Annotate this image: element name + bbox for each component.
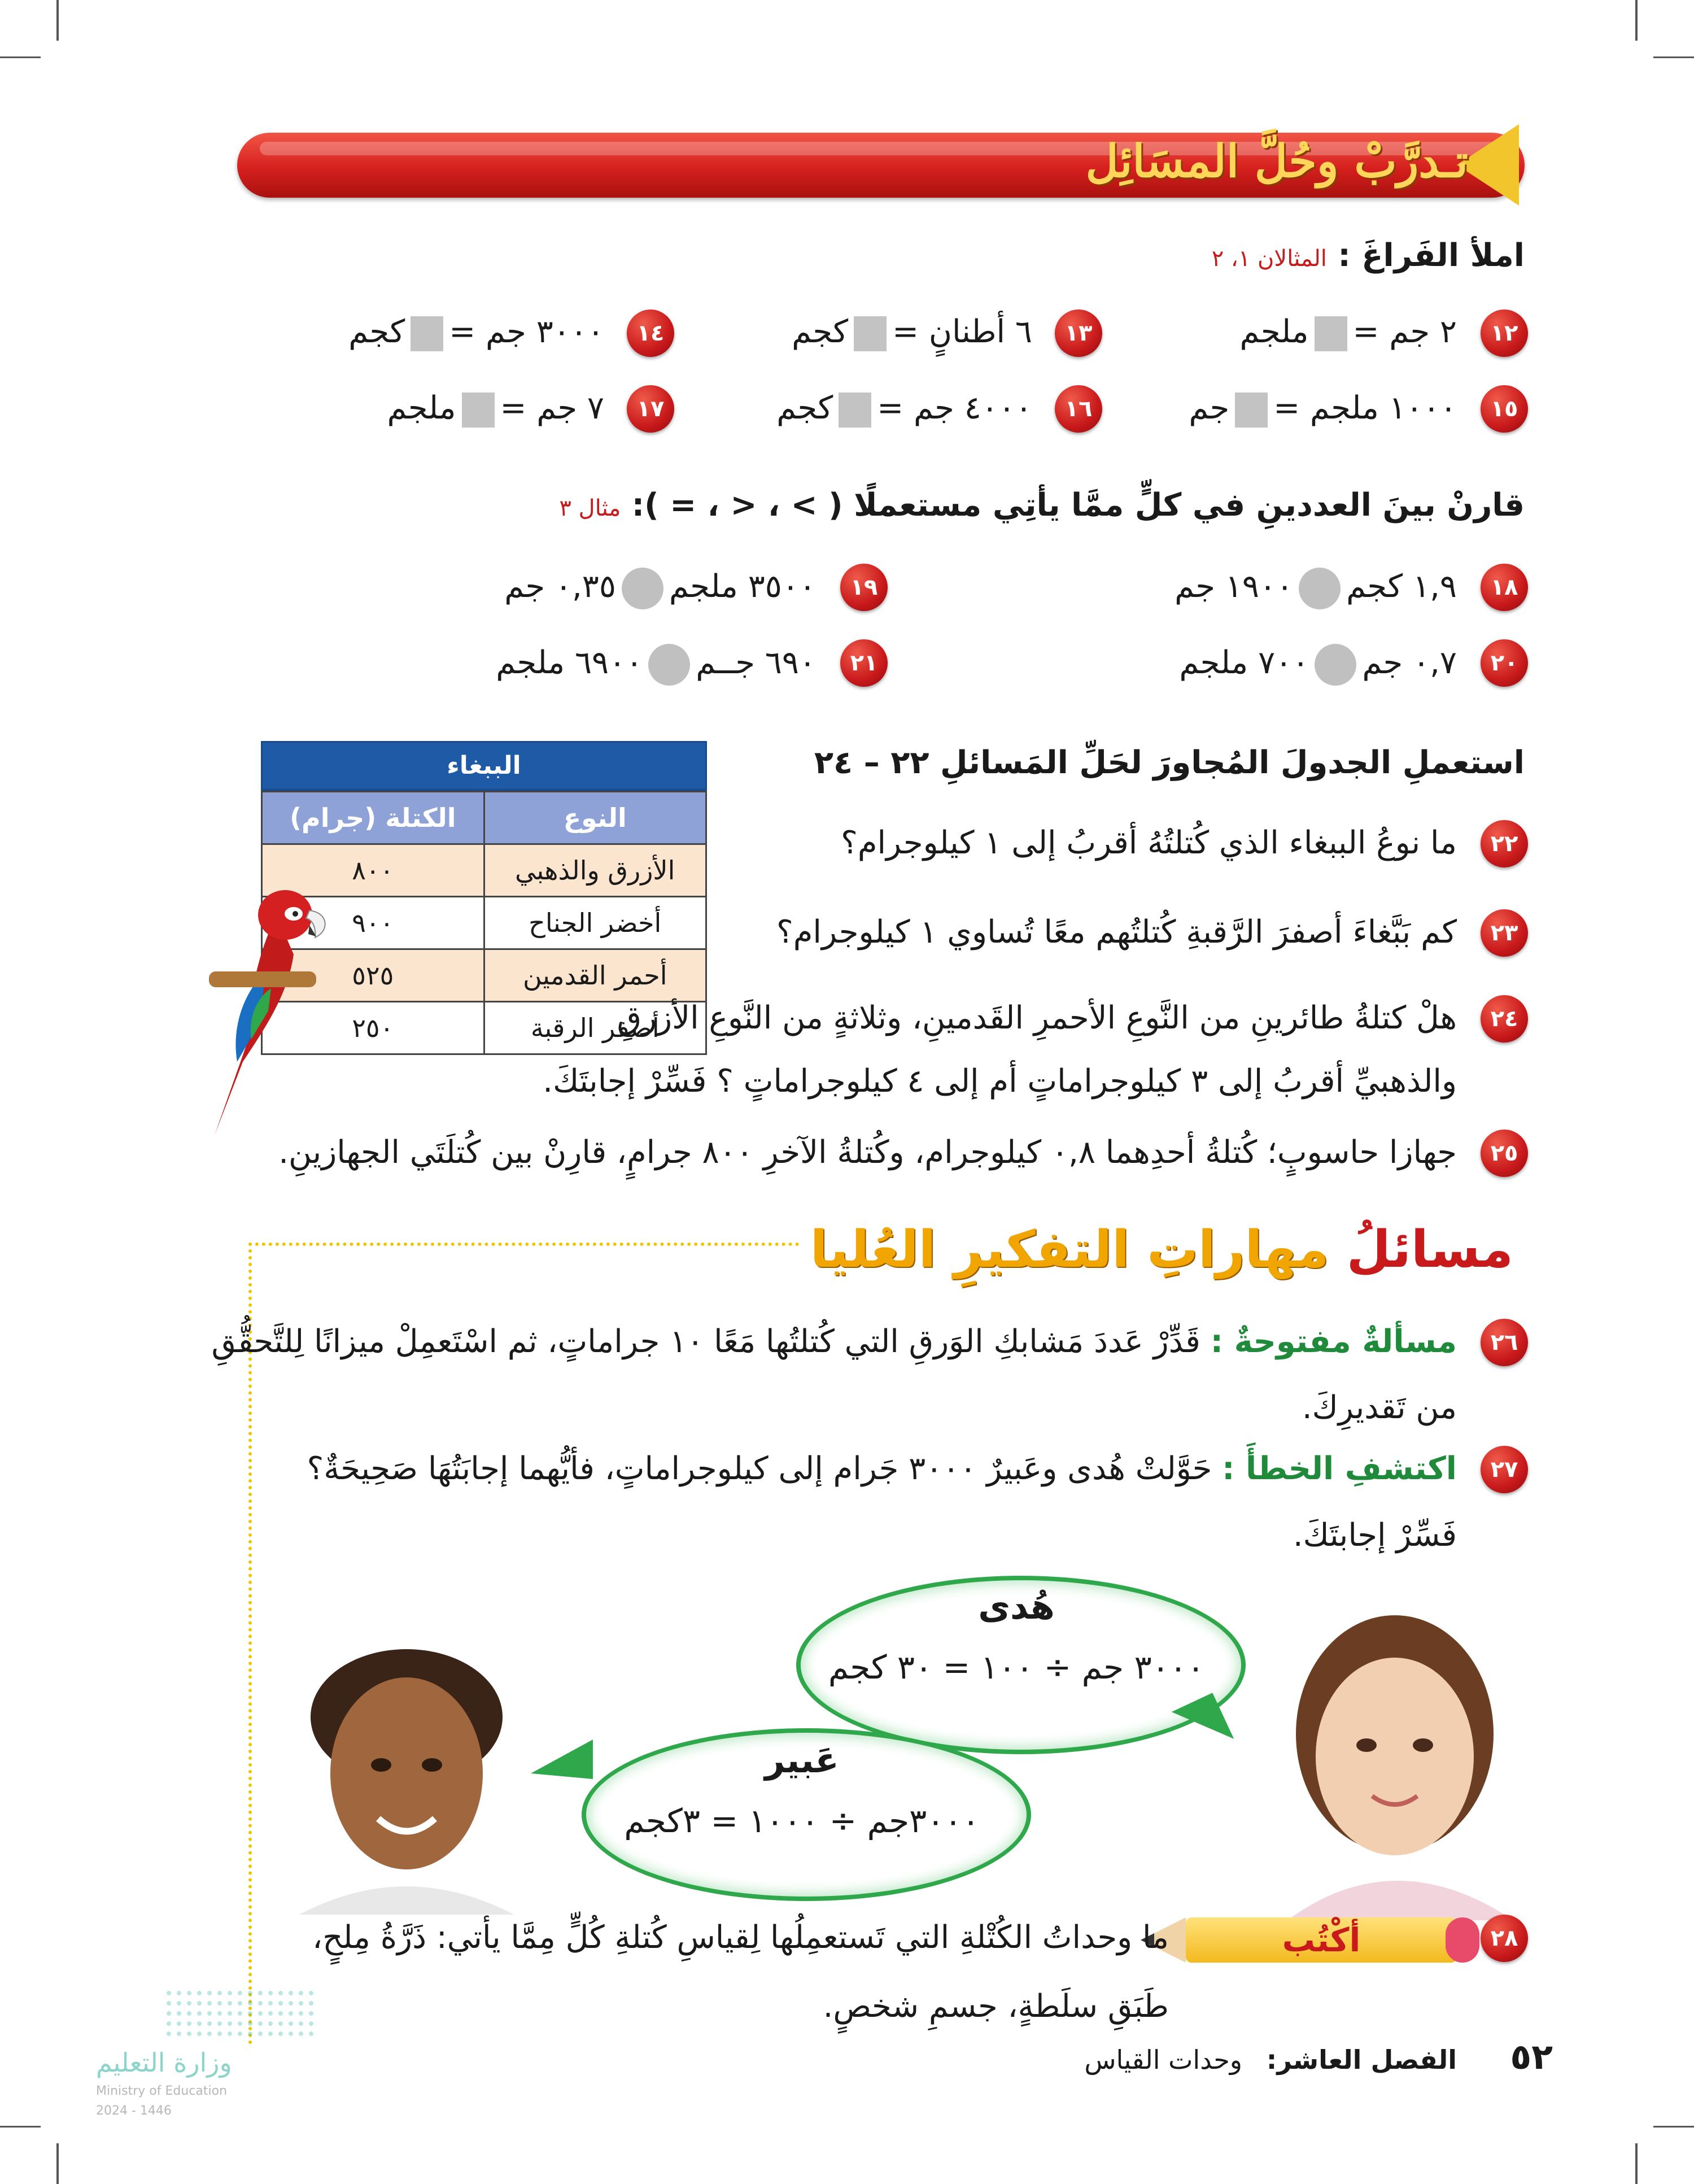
table-title: الببغاء [261, 741, 707, 791]
write-label: أكْتُب [1282, 1921, 1361, 1959]
question-number: ٢٠ [1481, 639, 1528, 687]
ministry-year: 2024 - 1446 [96, 2104, 172, 2118]
question-17: ٧ جم =ملجم [387, 390, 604, 426]
question-20: ٠,٧ جم٧٠٠ ملجم [1179, 644, 1457, 686]
question-number: ١٢ [1481, 309, 1528, 357]
huda-photo [1265, 1604, 1513, 1920]
question-27-line1: اكتشفِ الخطأَ : حَوَّلتْ هُدى وعَبيرٌ ٣٠٠٠ جَرام إلى كيلوجراماتٍ، فأيُّهما إجابَتُهَا صَحِيحَةٌ؟ [307, 1450, 1457, 1487]
table-row: أحمر القدمين ٥٢٥ [262, 949, 706, 1002]
pencil-icon [1186, 1917, 1457, 1963]
crop-mark [1653, 56, 1694, 58]
question-14: ٣٠٠٠ جم =كجم [348, 313, 604, 350]
question-number: ١٥ [1481, 385, 1528, 433]
compare-circle[interactable] [648, 644, 690, 686]
question-number: ١٣ [1055, 309, 1102, 357]
question-number: ١٤ [627, 309, 674, 357]
section1-heading [1212, 237, 1525, 274]
section2-heading [559, 487, 1525, 524]
question-22: ما نوعُ الببغاء الذي كُتلتُهُ أقربُ إلى ١ كيلوجرام؟ [841, 825, 1457, 861]
table-row: أخضر الجناح ٩٠٠ [262, 897, 706, 949]
question-number: ٢٧ [1481, 1446, 1528, 1493]
question-number: ١٦ [1055, 385, 1102, 433]
section1-ref: المثالان ١، ٢ [1211, 246, 1327, 272]
page-number: ٥٢ [1510, 2036, 1553, 2077]
question-15: ١٠٠٠ ملجم =جم [1189, 390, 1457, 426]
ministry-name: وزارة التعليم [96, 2047, 232, 2078]
chapter-title: وحدات القياس [1084, 2044, 1242, 2075]
question-28-line2: طَبَقِ سلَطةٍ، جسمِ شخصٍ. [823, 1988, 1169, 2025]
section2-ref: مثال ٣ [559, 495, 621, 521]
question-number: ٢٣ [1481, 909, 1528, 957]
question-21: ٦٩٠ جــم٦٩٠٠ ملجم [496, 644, 816, 686]
question-number: ٢٦ [1481, 1319, 1528, 1366]
chapter-label: الفصل العاشر: [1266, 2044, 1457, 2075]
crop-mark [1635, 0, 1638, 41]
question-25: جهازا حاسوبٍ؛ كُتلةُ أحدِهما ٠,٨ كيلوجرام، وكُتلةُ الآخرِ ٨٠٠ جرامٍ، قارِنْ بين كُتلَتَي الجهازينِ. [278, 1134, 1457, 1171]
crop-mark [1635, 2143, 1638, 2184]
answer-box[interactable] [411, 316, 443, 351]
parrot-illustration [181, 881, 339, 1141]
question-24-line1: هلْ كتلةُ طائرينِ من النَّوعِ الأحمرِ القَدمينِ، وثلاثةٍ من النَّوعِ الأزرقِ [617, 1000, 1457, 1036]
question-24-line2: والذهبيِّ أقربُ إلى ٣ كيلوجراماتٍ أم إلى ٤ كيلوجراماتٍ ؟ فَسِّرْ إجابتَكَ. [543, 1063, 1457, 1100]
question-19: ٣٥٠٠ ملجم٠,٣٥ جم [504, 568, 816, 609]
table-header: الكتلة (جرام) [262, 792, 484, 844]
abeer-calculation: ٣٠٠٠جم ÷ ١٠٠٠ = ٣كجم [624, 1802, 980, 1840]
question-number: ١٩ [840, 564, 888, 611]
answer-box[interactable] [1235, 393, 1268, 428]
banner-title: تـدرَّبْ وحُلَّ المسَائِل [1085, 134, 1468, 188]
question-number: ١٨ [1481, 564, 1528, 611]
abeer-name: عَبير [765, 1740, 839, 1781]
question-16: ٤٠٠٠ جم =كجم [776, 390, 1032, 426]
compare-circle[interactable] [622, 568, 663, 609]
ministry-name-en: Ministry of Education [96, 2084, 228, 2098]
table-row: الأزرق والذهبي ٨٠٠ [262, 844, 706, 897]
table-header: النوع [484, 792, 706, 844]
crop-mark [0, 56, 41, 58]
question-26-line1: مسألةٌ مفتوحةٌ : قَدِّرْ عَددَ مَشابكِ الوَرقِ التي كُتلتُها مَعًا ١٠ جراماتٍ، ثم اسْتَعمِلْ ميزانًا لِلتَّحقُّقِ [211, 1323, 1457, 1360]
crop-mark [56, 2143, 59, 2184]
question-number: ١٧ [627, 385, 674, 433]
question-number: ٢١ [840, 639, 888, 687]
section1-instruction: املأ الفَراغَ : [1338, 237, 1525, 274]
question-number: ٢٢ [1481, 820, 1528, 868]
question-27-line2: فَسِّرْ إجابتَكَ. [1293, 1517, 1457, 1554]
question-23: كم بَبَّغاءَ أصفرَ الرَّقبةِ كُتلتُهم معًا تُساوي ١ كيلوجرام؟ [776, 914, 1457, 951]
answer-box[interactable] [854, 316, 887, 351]
answer-box[interactable] [839, 393, 871, 428]
section2-instruction: قارنْ بينَ العددينِ في كلٍّ ممَّا يأتِي مستعملًا ( > ، < ، = ): [631, 487, 1525, 524]
compare-circle[interactable] [1315, 644, 1356, 686]
question-13: ٦ أطنانٍ =كجم [792, 313, 1032, 350]
huda-name: هُدى [978, 1586, 1055, 1627]
question-26-line2: من تَقديرِكَ. [1302, 1389, 1457, 1426]
table-row: أصفر الرقبة ٢٥٠ [262, 1002, 706, 1054]
hots-title: مسائلُ مهاراتِ التفكيرِ العُليا [799, 1220, 1525, 1279]
compare-circle[interactable] [1299, 568, 1341, 609]
abeer-photo [288, 1632, 525, 1915]
question-number: ٢٥ [1481, 1130, 1528, 1177]
question-18: ١,٩ كجم١٩٠٠ جم [1175, 568, 1457, 609]
crop-mark [1653, 2126, 1694, 2128]
crop-mark [56, 0, 59, 41]
question-28-line1: ما وحداتُ الكُتْلةِ التي تَستعمِلُها لِقياسِ كُتلةِ كُلٍّ مِمَّا يأتي: ذَرَّةُ مِلحٍ، [312, 1919, 1169, 1956]
huda-calculation: ٣٠٠٠ جم ÷ ١٠٠ = ٣٠ كجم [828, 1648, 1205, 1686]
answer-box[interactable] [1315, 316, 1347, 351]
ministry-logo [164, 1988, 316, 2039]
hots-dotted-border [248, 1243, 252, 2044]
question-number: ٢٤ [1481, 995, 1528, 1043]
answer-box[interactable] [462, 393, 495, 428]
section3-instruction: استعملِ الجدولَ المُجاورَ لحَلِّ المَسائلِ ٢٢ – ٢٤ [814, 744, 1525, 781]
question-number: ٢٨ [1481, 1915, 1528, 1962]
crop-mark [0, 2126, 41, 2128]
question-12: ٢ جم =ملجم [1239, 313, 1457, 350]
